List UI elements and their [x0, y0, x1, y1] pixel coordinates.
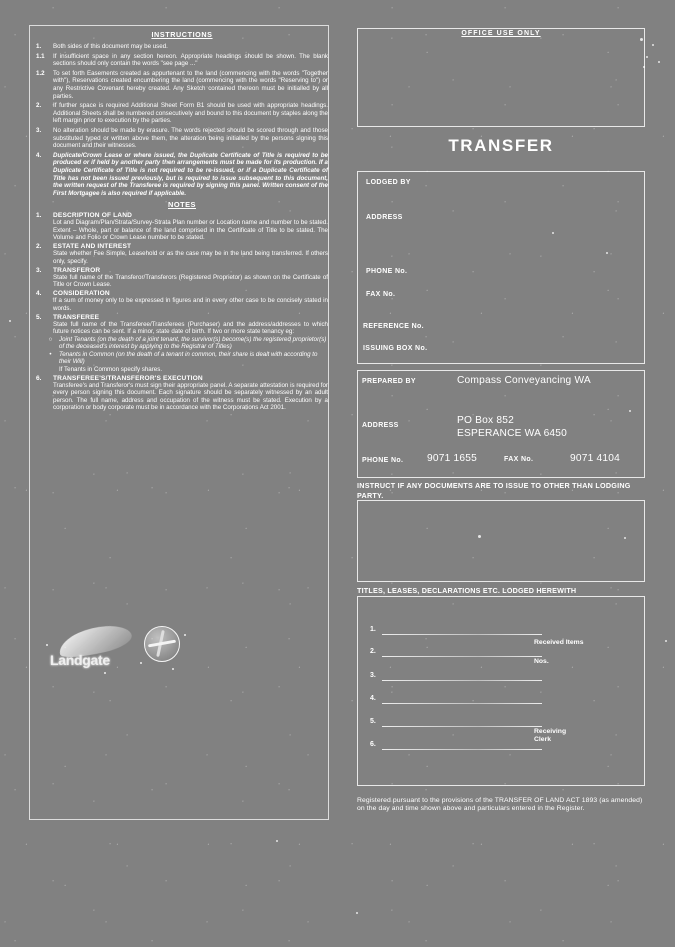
tenancy-footnote: If Tenants in Common specify shares.	[59, 365, 163, 373]
titles-row-number: 2.	[370, 648, 376, 655]
note-number: 3.	[36, 266, 42, 274]
instruction-number: 1.1	[36, 52, 45, 60]
prepared-by-label: PREPARED BY	[362, 378, 416, 385]
lodged-by-label: LODGED BY	[366, 179, 411, 186]
note-body: If a sum of money only to be expressed in figures and in every other case to be concisely stated in words.	[53, 297, 328, 312]
prepared-by-fax-value[interactable]: 9071 4104	[570, 453, 620, 464]
receiving-clerk-label	[534, 728, 566, 744]
landgate-wordmark: Landgate	[50, 652, 110, 668]
note-body: State full name of the Transferee/Transferees (Purchaser) and the address/addresses to which future notices can be sent. If a minor, state date of birth. If two or more state tenancy eg:	[53, 320, 328, 336]
note-body: Lot and Diagram/Plan/Strata/Survey-Strata Plan number or Location name and number to be stated. Extent – Whole, part or balance of the land comprised in the Certificate of Title to be stated. The Volume and Folio or Crown Lease number to be stated.	[53, 219, 328, 242]
titles-row-number: 1.	[370, 626, 376, 633]
note-body: State whether Fee Simple, Leasehold or as the case may be in the land being transferred. If others only, specify.	[53, 250, 328, 265]
instruction-text: Duplicate/Crown Lease or where issued, the Duplicate Certificate of Title is required to be produced or if held by another party then arrangements must be made for its production. If a Duplicate Certificate of Title is not required to be re-issued, or if a Duplicate Certificate of Title has not been issued previously, but is required to issue subsequent to this document, the written request of the Transferee is required by signing this panel. Written consent of the First Mortgagee is also required if applicable.	[53, 151, 328, 197]
prepared-by-fax-label: FAX No.	[504, 456, 534, 463]
note-title: DESCRIPTION OF LAND	[53, 212, 133, 220]
note-number: 5.	[36, 313, 42, 321]
tenancy-detail: (on the death of a tenant in common, their share is dealt with according to their Will)	[59, 350, 318, 366]
instruction-item	[36, 53, 328, 68]
note-number: 6.	[36, 374, 42, 382]
titles-row-number: 5.	[370, 718, 376, 725]
tenancy-bullet	[42, 336, 328, 351]
instruction-text: If further space is required Additional Sheet Form B1 should be used with appropriate headings. Additional Sheets shall be numbered consecutively and bound to this document by staples along the left margin prior to execution by the parties.	[53, 102, 328, 125]
instruct-input-box[interactable]	[357, 500, 645, 582]
note-block	[36, 375, 328, 412]
titles-lodged-heading: TITLES, LEASES, DECLARATIONS ETC. LODGED HEREWITH	[357, 586, 577, 595]
titles-row-line	[382, 680, 542, 681]
titles-row-line	[382, 749, 542, 750]
note-body: Transferee's and Transferor's must sign their appropriate panel. A separate attestation is required for every person signing this document. Each signature should be separately witnessed by an adult person. The full name, address and occupation of the witness must be stated. Execution by a corporation or body corporate must be in accordance with the Corporations Act 2001.	[53, 381, 328, 412]
note-block	[36, 290, 328, 312]
instruction-number: 2.	[36, 102, 42, 110]
note-title: TRANSFEROR	[53, 266, 101, 274]
notes-heading: NOTES	[168, 200, 196, 210]
lodged-by-address-label: ADDRESS	[366, 214, 403, 221]
tenancy-lead: Joint Tenants	[59, 335, 96, 343]
office-use-box[interactable]	[357, 28, 645, 127]
tenancy-bullet-text	[59, 351, 328, 366]
tenancy-lead: Tenants in Common	[59, 350, 115, 358]
titles-row-line	[382, 703, 542, 704]
instructions-content	[36, 30, 328, 413]
tenancy-detail: (on the death of a joint tenant, the survivor(s) become(s) the registered proprietor(s) of the deceased's interest by applying to the Registrar of Titles)	[59, 335, 327, 351]
note-block	[36, 267, 328, 289]
registration-footer-note: Registered pursuant to the provisions of the TRANSFER OF LAND ACT 1893 (as amended) on the day and time shown above and particulars entered in the Register.	[357, 797, 643, 813]
titles-row-number: 3.	[370, 672, 376, 679]
note-title: CONSIDERATION	[53, 290, 110, 298]
received-items-label: Received Items	[534, 639, 584, 646]
receiving-clerk-line-1: Receiving	[534, 728, 567, 735]
reference-no-label: REFERENCE No.	[363, 323, 424, 330]
note-block	[36, 212, 328, 242]
titles-row-line	[382, 726, 542, 727]
prepared-by-address-line-2[interactable]: ESPERANCE WA 6450	[457, 428, 568, 439]
prepared-by-address-label: ADDRESS	[362, 422, 399, 429]
prepared-by-address-line-1[interactable]: PO Box 852	[457, 415, 514, 426]
nos-label: Nos.	[534, 658, 549, 665]
instruction-number: 3.	[36, 126, 42, 134]
landgate-logo	[44, 622, 204, 684]
note-number: 4.	[36, 290, 42, 298]
instruction-item	[36, 70, 328, 100]
instruction-text: No alteration should be made by erasure. The words rejected should be scored through and those substituted typed or written above them, the alteration being initialled by the persons signing this document and their witnesses.	[53, 126, 328, 150]
instruction-number: 1.	[36, 43, 42, 50]
globe-icon	[144, 626, 180, 662]
note-title: TRANSFEREE	[53, 313, 100, 321]
titles-row-line	[382, 634, 542, 635]
note-number: 2.	[36, 243, 42, 251]
instructions-heading: INSTRUCTIONS	[151, 30, 213, 39]
bullet-marker: ○	[48, 335, 53, 343]
instruction-number: 4.	[36, 151, 42, 159]
note-body: State full name of the Transferor/Transferors (Registered Proprietor) as shown on the Certificate of Title or Crown Lease.	[53, 273, 328, 289]
note-block	[36, 314, 328, 374]
titles-lodged-box[interactable]	[357, 596, 645, 786]
office-use-label: OFFICE USE ONLY	[461, 30, 541, 37]
instruction-item	[36, 127, 328, 150]
instruction-item	[36, 43, 328, 51]
instruction-item	[36, 102, 328, 125]
bullet-marker: •	[49, 350, 52, 358]
page-title: TRANSFER	[448, 136, 554, 155]
titles-row-line	[382, 656, 542, 657]
lodged-by-phone-label: PHONE No.	[366, 268, 408, 275]
tenancy-bullet-text	[59, 336, 328, 351]
receiving-clerk-line-2: Clerk	[534, 736, 552, 743]
tenancy-bullet	[42, 351, 328, 366]
note-title: TRANSFEREE'S/TRANSFEROR'S EXECUTION	[53, 374, 203, 382]
prepared-by-phone-label: PHONE No.	[362, 457, 404, 464]
issuing-box-no-label: ISSUING BOX No.	[363, 345, 428, 352]
instruct-label: INSTRUCT IF ANY DOCUMENTS ARE TO ISSUE TO OTHER THAN LODGING PARTY.	[357, 481, 631, 500]
instruction-text: Both sides of this document may be used.	[53, 43, 168, 50]
instruction-number: 1.2	[36, 69, 45, 77]
instruction-text: To set forth Easements created as appurtenant to the land (commencing with the words "Together with"), Reservations created encumbering the land (commencing with the words "Reserving to") or any Restrictive Covenant hereby created. Any Sketch contained thereon must be initialled by all parties.	[53, 69, 328, 100]
prepared-by-value[interactable]: Compass Conveyancing WA	[457, 375, 591, 386]
lodged-by-fax-label: FAX No.	[366, 291, 396, 298]
titles-row-number: 6.	[370, 741, 376, 748]
instruction-item	[36, 152, 328, 198]
prepared-by-phone-value[interactable]: 9071 1655	[427, 453, 477, 464]
note-block	[36, 243, 328, 265]
instruction-text: If insufficient space in any section hereon. Appropriate headings should be shown. The blank sections should only contain the words "see page ..."	[53, 52, 328, 68]
titles-row-number: 4.	[370, 695, 376, 702]
note-title: ESTATE AND INTEREST	[53, 243, 132, 251]
note-number: 1.	[36, 212, 42, 220]
